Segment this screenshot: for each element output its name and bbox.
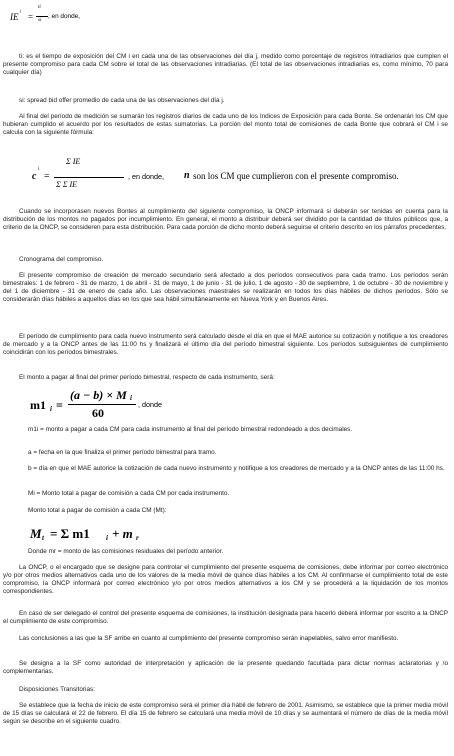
para-ti-definition: ti: es el tiempo de exposición del CM i en cada una de las observaciones del día j, medido como porcentaje de registros intradiarios que cumplen el presente compromiso para cada CM sobre el total de las observaciones intradiarias. (El total de las observaciones intradiarias es, como mínimo, 70 para cualquier día) [3,53,448,77]
formula-c: c i = Σ IE Σ Σ IE , en donde, n son los CM que cumplieron con el presente compromiso. [32,157,399,189]
para-oncp-reporting: La ONCP, o el encargado que se designe para controlar el cumplimiento del presente esquema de comisiones, debe informar por correo electrónico y/o por otros medios alternativos cada uno de los valores de la media móvil de quince días hábiles a los CM. Al confirmarse el cumplimiento total de este compromiso, la ONCP informará por correo electrónico y/o por otros medios alternativos a los CM y se procederá a la liquidación de los montos correspondientes. [3,564,448,596]
para-bimonthly-periods: El presente compromiso de creación de mercado secundario será afectado a dos períodos consecutivos para cada tramo. Los períodos serán bimestrales: 1 de febrero - 31 de marzo, 1 de abril - 31 de mayo, 1 de junio - 31 de julio, 1 de agosto - 30 de septiembre, 1 de octubre - 30 de noviembre y del 1 de diciembre - 31 de enero de cada año. Las observaciones maestrales se realizarán en todos los días hábiles de dichos períodos. Sólo se considerarán días hábiles a aquellos días en los que sea hábil simultáneamente en Nueva York y en Buenos Aires. [3,272,448,304]
para-m1-definition: m1i = monto a pagar a cada CM para cada instrumento al final del período bimestral redondeado a dos decimales. [28,426,353,433]
para-amount-first-period: El monto a pagar al final del primer período bimestral, respecto de cada instrumento, será: [19,374,275,381]
para-b-definition: b = día en que el MAE autorice la cotización de cada nuevo instrumento y notifique a los creadores de mercado y a la ONCP antes de las 11:00 hs. [28,465,445,472]
formula-m1: m1 i = (a − b) × M i 60 , donde [30,388,162,420]
formula-mt: M t = Σ m1 i + m r [30,526,139,542]
para-new-bontes: Cuando se incorporasen nuevos Bontes al cumplimiento del siguiente compromiso, la ONCP informará si deberán ser tenidas en cuenta para la distribución de los montos no pagados por incumplimiento. En general, el monto a distribuir deberá ser dividido por la cantidad de títulos públicos que, a criterio de la ONCP, se consideren para esta distribución. Para cada porción de dicho monto deberá seguirse el criterio descrito en los párrafos precedentes. [3,208,448,232]
para-compliance-period: El período de cumplimiento para cada nuevo instrumento será calculado desde el día en que el MAE autorice su cotización y notifique a los creadores de mercado y a la ONCP antes de las 11:00 hs y finalizará el último día del período bimestral siguiente. Los períodos subsiguientes de cumplimiento coincidirán con los períodos bimestrales. [3,333,448,357]
para-a-definition: a = fecha en la que finaliza el primer período bimestral para tramo. [28,449,217,456]
para-mt-intro: Monto total a pagar de comisión a cada CM (Mt): [28,507,167,514]
para-start-date: Se establece que la fecha de inicio de este compromiso será el primer día hábil de febrero de 2001. Asimismo, se establece que la primer media móvil de 15 días se calculará el 22 de febrero. El día 15 de febrero se calculará una media móvil de 10 días y se aumentará el número de días de la media móvil según se describe en el siguiente cuadro. [3,702,448,726]
para-mi-definition: Mi = Monto total a pagar de comisión a cada CM por cada instrumento. [28,490,230,497]
para-delegation: En caso de ser delegado el control del presente esquema de comisiones, la institución designada para hacerlo deberá informar por escrito a la ONCP el cumplimiento de este compromiso. [3,610,448,626]
para-schedule-heading: Cronograma del compromiso. [19,256,104,263]
formula-ie: IE j = ti si , en donde, [10,5,80,23]
para-mr-definition: Donde mr = monto de las comisiones residuales del período anterior. [28,548,224,555]
para-si-definition: si: spread bid offer promedio de cada una de las observaciones del día j. [19,97,225,104]
para-sf-authority: Se designa a la SF como autoridad de interpretación y aplicación de la presente quedando facultada para dictar normas aclaratorias y /o complementarias. [3,660,448,676]
para-transitory-heading: Disposiciones Transitorias: [19,686,96,693]
para-conclusions: Las conclusiones a las que la SF arribe en cuanto al cumplimiento del presente compromiso serán inapelables, salvo error manifiesto. [19,635,399,642]
para-final-period: Al final del período de medición se sumarán los registros diarios de cada uno de los Indices de Exposición para cada Bonte. Se ordenarán los CM que hubieran cumplido el acuerdo por los resultados de estas sumatorias. La porción del monto total de comisiones de cada Bonte que cobrará el CM i se calcula con la siguiente fórmula: [3,113,448,137]
